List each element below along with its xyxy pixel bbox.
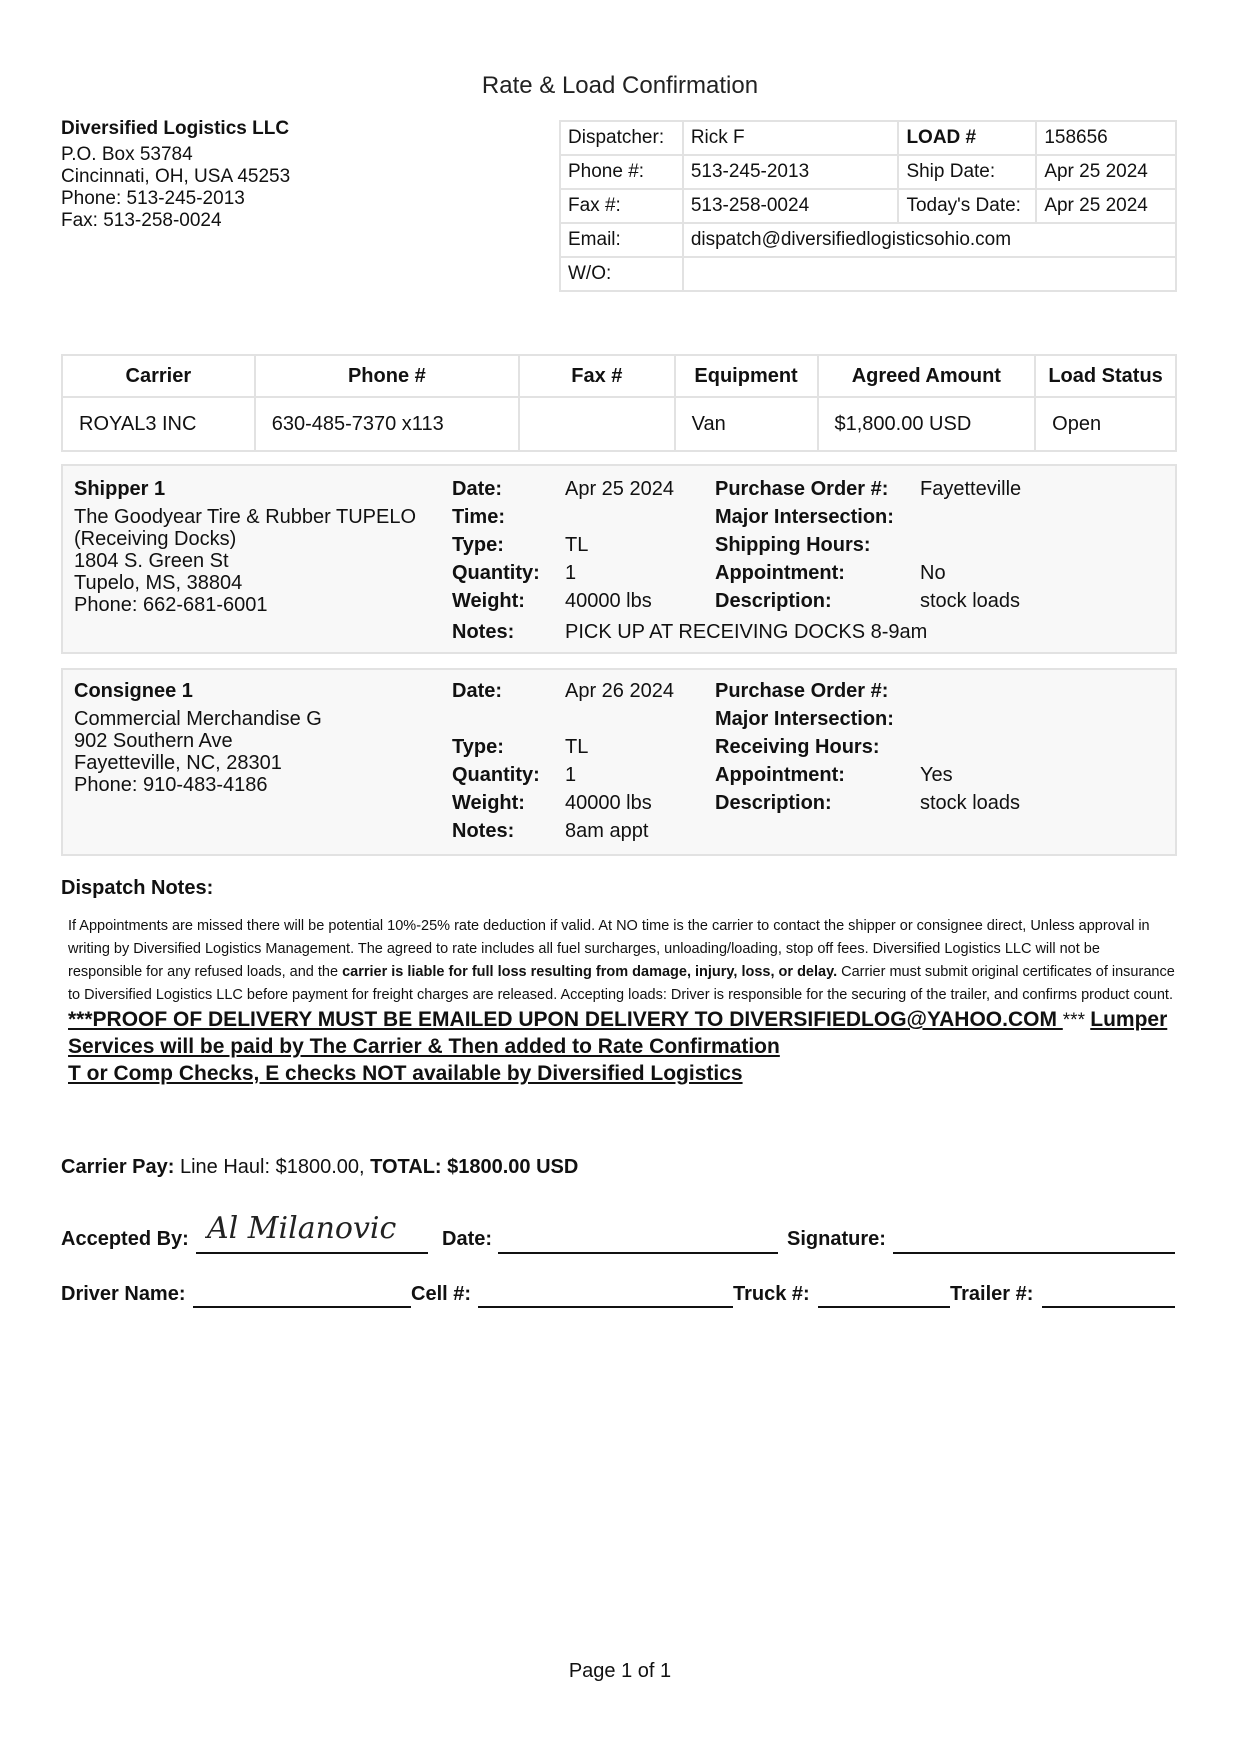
truck-line[interactable] bbox=[818, 1306, 950, 1308]
shipper-po-label: Purchase Order #: bbox=[715, 478, 889, 500]
consignee-date: Apr 26 2024 bbox=[565, 680, 674, 702]
carrier-table bbox=[61, 354, 1177, 452]
phone-value: 513-245-2013 bbox=[683, 155, 899, 189]
truck-label: Truck #: bbox=[733, 1283, 810, 1305]
consignee-address bbox=[74, 708, 322, 796]
receiving-hours-label: Receiving Hours: bbox=[715, 736, 880, 758]
lumper-notice: Lumper Services will be paid by The Carrier & Then added to Rate Confirmation bbox=[68, 1008, 1168, 1058]
shipper-appointment: No bbox=[920, 562, 946, 584]
equipment-header: Equipment bbox=[675, 355, 818, 397]
shipper-quantity: 1 bbox=[565, 562, 577, 584]
ship-date-label: Ship Date: bbox=[898, 155, 1036, 189]
carrier-fax bbox=[519, 397, 675, 451]
handwritten-signature bbox=[205, 1208, 425, 1248]
date-line[interactable] bbox=[498, 1252, 778, 1254]
shipper-notes: PICK UP AT RECEIVING DOCKS 8-9am bbox=[565, 621, 928, 643]
consignee-appointment: Yes bbox=[920, 764, 953, 786]
consignee-date-label: Date: bbox=[452, 680, 503, 702]
shipper-time-label: Time: bbox=[452, 506, 505, 528]
fax-label: Fax #: bbox=[560, 189, 683, 223]
consignee-notes: 8am appt bbox=[565, 820, 649, 842]
consignee-address-line: Commercial Merchandise G bbox=[74, 708, 322, 730]
checks-notice: T or Comp Checks, E checks NOT available by Diversified Logistics bbox=[68, 1062, 743, 1085]
consignee-weight-label: Weight: bbox=[452, 792, 525, 814]
email-value: dispatch@diversifiedlogisticsohio.com bbox=[683, 223, 1176, 257]
load-status: Open bbox=[1035, 397, 1176, 451]
trailer-line[interactable] bbox=[1042, 1306, 1175, 1308]
ship-date-value: Apr 25 2024 bbox=[1036, 155, 1176, 189]
accepted-by-label: Accepted By: bbox=[61, 1228, 189, 1250]
dispatcher-label: Dispatcher: bbox=[560, 121, 683, 155]
company-po-box: P.O. Box 53784 bbox=[61, 144, 193, 165]
trailer-label: Trailer #: bbox=[950, 1283, 1034, 1305]
signature-line[interactable] bbox=[893, 1252, 1175, 1254]
notes-stars: *** bbox=[1062, 1010, 1091, 1031]
signature-text: Al Milanovic bbox=[207, 1211, 397, 1246]
shipper-weight-label: Weight: bbox=[452, 590, 525, 612]
consignee-address-line: Phone: 910-483-4186 bbox=[74, 774, 268, 796]
shipper-appointment-label: Appointment: bbox=[715, 562, 845, 584]
cell-label: Cell #: bbox=[411, 1283, 472, 1305]
consignee-address-line: 902 Southern Ave bbox=[74, 730, 233, 752]
liability-text: carrier is liable for full loss resulting from damage, injury, loss, or delay. bbox=[342, 964, 838, 980]
company-block bbox=[61, 118, 290, 232]
shipper-date-label: Date: bbox=[452, 478, 503, 500]
shipper-weight: 40000 lbs bbox=[565, 590, 652, 612]
consignee-intersection-label: Major Intersection: bbox=[715, 708, 894, 730]
carrier-pay-label: Carrier Pay: bbox=[61, 1156, 175, 1178]
phone-label: Phone #: bbox=[560, 155, 683, 189]
consignee-quantity: 1 bbox=[565, 764, 577, 786]
shipper-description: stock loads bbox=[920, 590, 1021, 612]
shipper-address-line: The Goodyear Tire & Rubber TUPELO bbox=[74, 506, 417, 528]
consignee-block bbox=[61, 668, 1177, 856]
consignee-heading: Consignee 1 bbox=[74, 680, 193, 702]
load-number: 158656 bbox=[1036, 121, 1176, 155]
agreed-amount: $1,800.00 USD bbox=[818, 397, 1036, 451]
line-haul: Line Haul: $1800.00, bbox=[174, 1156, 371, 1178]
document-title: Rate & Load Confirmation bbox=[481, 72, 759, 99]
company-name: Diversified Logistics LLC bbox=[61, 118, 290, 139]
notes-text: Carrier must submit original certificates of insurance to Diversified Logistics LLC before payment for freight charges are released. Accepting loads: Driver is responsible for the securing of the trailer, and confirms product count. bbox=[68, 964, 1175, 1003]
driver-name-label: Driver Name: bbox=[61, 1283, 186, 1305]
consignee-weight: 40000 lbs bbox=[565, 792, 652, 814]
table-row bbox=[62, 397, 1176, 451]
notes-text: If Appointments are missed there will be potential 10%-25% rate deduction if valid. At NO time is the carrier to contact the shipper or consignee direct, Unless approval in writing by Diversified Logistics Management. The agreed to rate includes all fuel surcharges, unloading/loading, stop off fees. Diversified Logistics LLC will not be responsible for any refused loads, and the bbox=[68, 918, 1150, 980]
shipper-address-line: Phone: 662-681-6001 bbox=[74, 594, 268, 616]
shipper-quantity-label: Quantity: bbox=[452, 562, 540, 584]
dispatcher-value: Rick F bbox=[683, 121, 899, 155]
shipper-notes-label: Notes: bbox=[452, 621, 515, 643]
date-label: Date: bbox=[442, 1228, 493, 1250]
pay-total: TOTAL: $1800.00 USD bbox=[370, 1156, 579, 1178]
shipper-heading: Shipper 1 bbox=[74, 478, 166, 500]
email-label: Email: bbox=[560, 223, 683, 257]
shipper-address-line: (Receiving Docks) bbox=[74, 528, 237, 550]
shipper-address-line: 1804 S. Green St bbox=[74, 550, 229, 572]
company-fax: Fax: 513-258-0024 bbox=[61, 210, 222, 231]
todays-date-value: Apr 25 2024 bbox=[1036, 189, 1176, 223]
shipper-intersection-label: Major Intersection: bbox=[715, 506, 894, 528]
todays-date-label: Today's Date: bbox=[898, 189, 1036, 223]
cell-line[interactable] bbox=[478, 1306, 733, 1308]
consignee-notes-label: Notes: bbox=[452, 820, 515, 842]
shipper-block bbox=[61, 464, 1177, 654]
dispatch-notes-title: Dispatch Notes: bbox=[61, 877, 214, 899]
page-number: Page 1 of 1 bbox=[568, 1660, 672, 1682]
consignee-appointment-label: Appointment: bbox=[715, 764, 845, 786]
fax-value: 513-258-0024 bbox=[683, 189, 899, 223]
consignee-description-label: Description: bbox=[715, 792, 832, 814]
carrier-name: ROYAL3 INC bbox=[62, 397, 255, 451]
signature-label: Signature: bbox=[787, 1228, 886, 1250]
shipper-address bbox=[74, 506, 416, 616]
accepted-by-line[interactable] bbox=[196, 1252, 428, 1254]
fax-header: Fax # bbox=[519, 355, 675, 397]
shipping-hours-label: Shipping Hours: bbox=[715, 534, 871, 556]
driver-name-line[interactable] bbox=[193, 1306, 411, 1308]
wo-label: W/O: bbox=[560, 257, 683, 291]
carrier-equipment: Van bbox=[675, 397, 818, 451]
carrier-header: Carrier bbox=[62, 355, 255, 397]
wo-value bbox=[683, 257, 1176, 291]
consignee-type: TL bbox=[565, 736, 589, 758]
carrier-phone: 630-485-7370 x113 bbox=[255, 397, 519, 451]
load-status-header: Load Status bbox=[1035, 355, 1176, 397]
consignee-address-line: Fayetteville, NC, 28301 bbox=[74, 752, 282, 774]
shipper-description-label: Description: bbox=[715, 590, 832, 612]
agreed-amount-header: Agreed Amount bbox=[818, 355, 1036, 397]
phone-header: Phone # bbox=[255, 355, 519, 397]
shipper-address-line: Tupelo, MS, 38804 bbox=[74, 572, 243, 594]
dispatch-notes-body bbox=[68, 915, 1178, 1088]
consignee-quantity-label: Quantity: bbox=[452, 764, 540, 786]
company-phone: Phone: 513-245-2013 bbox=[61, 188, 245, 209]
consignee-description: stock loads bbox=[920, 792, 1021, 814]
shipper-type: TL bbox=[565, 534, 589, 556]
load-label: LOAD # bbox=[898, 121, 1036, 155]
carrier-pay bbox=[61, 1156, 578, 1179]
consignee-po-label: Purchase Order #: bbox=[715, 680, 889, 702]
pod-notice: ***PROOF OF DELIVERY MUST BE EMAILED UPON DELIVERY TO DIVERSIFIEDLOG@YAHOO.COM bbox=[68, 1008, 1063, 1031]
shipper-type-label: Type: bbox=[452, 534, 504, 556]
consignee-type-label: Type: bbox=[452, 736, 504, 758]
shipper-po: Fayetteville bbox=[920, 478, 1022, 500]
company-city: Cincinnati, OH, USA 45253 bbox=[61, 166, 291, 187]
dispatch-info-table bbox=[559, 120, 1177, 292]
shipper-date: Apr 25 2024 bbox=[565, 478, 674, 500]
